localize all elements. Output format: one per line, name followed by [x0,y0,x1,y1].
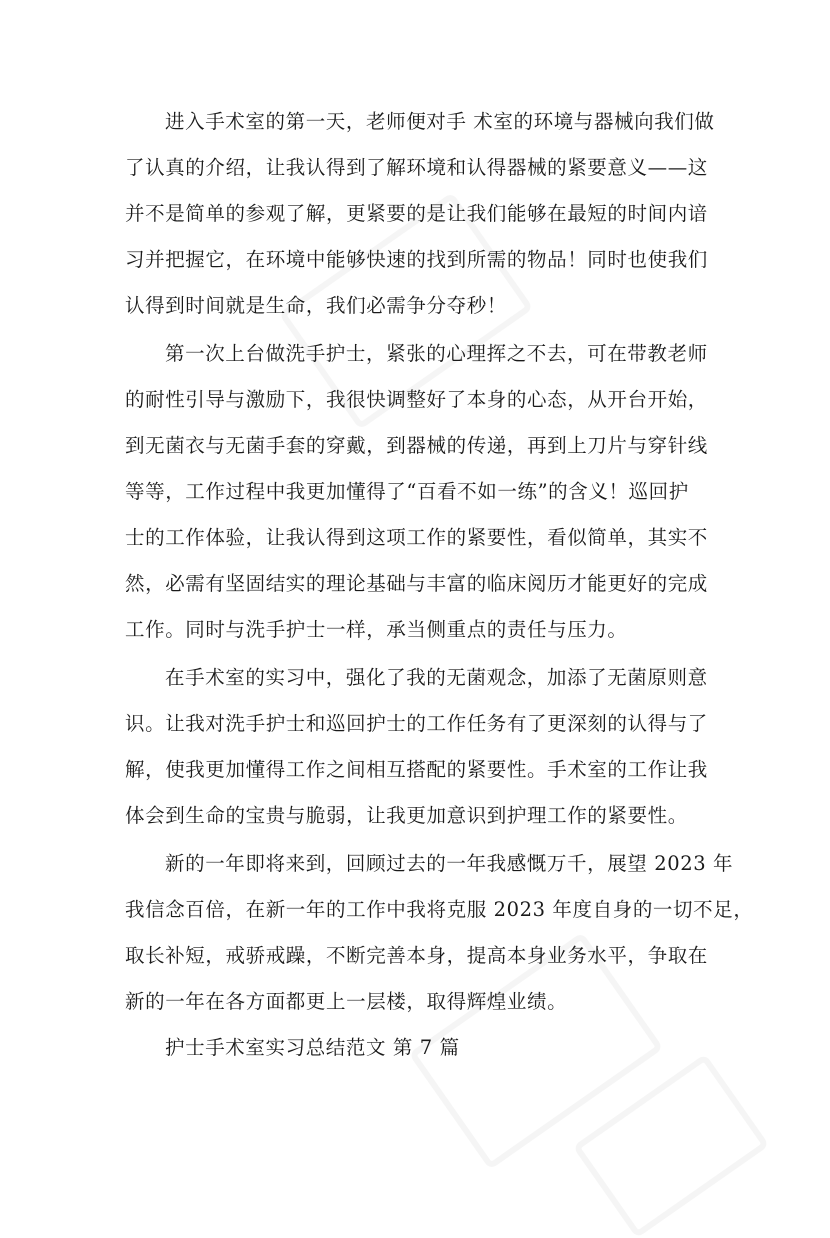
text-line: 我信念百倍，在新一年的工作中我将克服 2023 年度自身的一切不足， [125,898,754,921]
text-line: 第一次上台做洗手护士，紧张的心理挥之不去，可在带教老师 [165,342,708,365]
text-line: 等等，工作过程中我更加懂得了“百看不如一练”的含义！巡回护 [125,480,689,503]
watermark [573,1054,770,1238]
text-line: 进入手术室的第一天，老师便对手 术室的环境与器械向我们做 [165,110,715,133]
text-line: 习并把握它，在环境中能够快速的找到所需的物品！同时也使我们 [125,248,708,271]
text-line: 解，使我更加懂得工作之间相互搭配的紧要性。手术室的工作让我 [125,758,708,781]
text-line: 认得到时间就是生命，我们必需争分夺秒！ [125,294,507,317]
text-line: 的耐性引导与激励下，我很快调整好了本身的心态，从开台开始， [125,388,708,411]
text-line: 体会到生命的宝贵与脆弱，让我更加意识到护理工作的紧要性。 [125,804,688,827]
text-line: 识。让我对洗手护士和巡回护士的工作任务有了更深刻的认得与了 [125,712,708,735]
text-line: 新的一年在各方面都更上一层楼，取得辉煌业绩。 [125,990,568,1013]
text-line: 取长补短，戒骄戒躁，不断完善本身，提高本身业务水平，争取在 [125,944,708,967]
text-line: 然，必需有坚固结实的理论基础与丰富的临床阅历才能更好的完成 [125,572,708,595]
text-line: 了认真的介绍，让我认得到了解环境和认得器械的紧要意义——这 [125,156,708,179]
text-line: 工作。同时与洗手护士一样，承当侧重点的责任与压力。 [125,618,628,641]
text-line: 并不是简单的参观了解，更紧要的是让我们能够在最短的时间内谙 [125,202,708,225]
text-line: 士的工作体验，让我认得到这项工作的紧要性，看似简单，其实不 [125,526,708,549]
text-line: 到无菌衣与无菌手套的穿戴，到器械的传递，再到上刀片与穿针线 [125,434,708,457]
section-heading: 护士手术室实习总结范文 第 7 篇 [165,1036,460,1059]
text-line: 在手术室的实习中，强化了我的无菌观念，加添了无菌原则意 [165,666,708,689]
text-line: 新的一年即将来到，回顾过去的一年我感慨万千，展望 2023 年 [165,852,734,875]
